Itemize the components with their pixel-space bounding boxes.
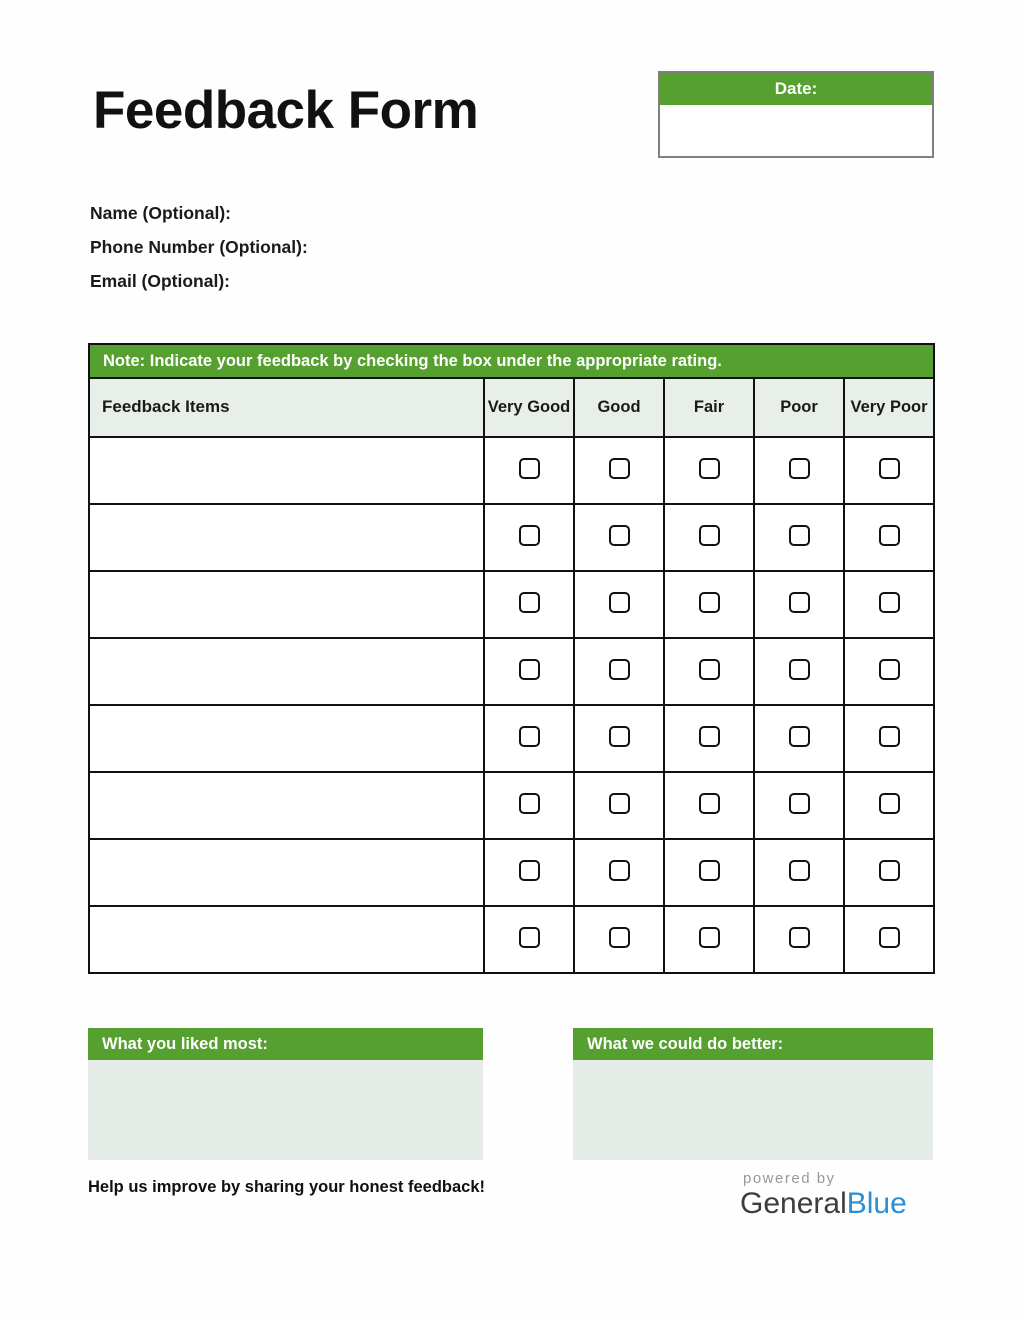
rating-checkbox[interactable] — [789, 726, 810, 747]
rating-checkbox[interactable] — [609, 860, 630, 881]
page-title: Feedback Form — [93, 81, 479, 140]
email-field-label: Email (Optional): — [90, 271, 230, 291]
rating-checkbox[interactable] — [699, 726, 720, 747]
feedback-item-cell[interactable] — [89, 504, 484, 571]
rating-checkbox[interactable] — [699, 458, 720, 479]
rating-cell — [754, 504, 844, 571]
feedback-table-body — [89, 437, 934, 973]
rating-checkbox[interactable] — [789, 793, 810, 814]
rating-cell — [664, 437, 754, 504]
rating-cell — [754, 437, 844, 504]
rating-checkbox[interactable] — [609, 458, 630, 479]
feedback-item-cell[interactable] — [89, 705, 484, 772]
rating-checkbox[interactable] — [879, 927, 900, 948]
rating-cell — [754, 772, 844, 839]
feedback-row — [89, 571, 934, 638]
rating-checkbox[interactable] — [699, 659, 720, 680]
rating-cell — [844, 571, 934, 638]
rating-cell — [844, 705, 934, 772]
rating-checkbox[interactable] — [789, 927, 810, 948]
rating-cell — [844, 906, 934, 973]
rating-cell — [574, 638, 664, 705]
feedback-row — [89, 906, 934, 973]
note-row — [89, 344, 934, 378]
rating-checkbox[interactable] — [879, 793, 900, 814]
rating-cell — [574, 437, 664, 504]
rating-cell — [484, 638, 574, 705]
date-box — [658, 71, 934, 158]
rating-checkbox[interactable] — [609, 927, 630, 948]
rating-cell — [484, 839, 574, 906]
liked-most-box — [88, 1028, 483, 1160]
rating-checkbox[interactable] — [879, 726, 900, 747]
rating-cell — [484, 705, 574, 772]
rating-cell — [664, 571, 754, 638]
brand-block — [740, 1170, 907, 1220]
brand-logo-general: General — [740, 1187, 847, 1220]
rating-checkbox[interactable] — [699, 927, 720, 948]
do-better-box — [573, 1028, 933, 1160]
rating-cell — [754, 705, 844, 772]
rating-cell — [844, 772, 934, 839]
rating-checkbox[interactable] — [519, 592, 540, 613]
rating-cell — [574, 772, 664, 839]
rating-checkbox[interactable] — [789, 860, 810, 881]
rating-cell — [754, 906, 844, 973]
rating-cell — [484, 772, 574, 839]
rating-cell — [484, 571, 574, 638]
table-header-row — [89, 378, 934, 437]
rating-cell — [484, 504, 574, 571]
feedback-item-cell[interactable] — [89, 638, 484, 705]
rating-checkbox[interactable] — [609, 659, 630, 680]
liked-most-title: What you liked most: — [88, 1028, 483, 1060]
rating-cell — [664, 705, 754, 772]
rating-checkbox[interactable] — [699, 592, 720, 613]
date-label: Date: — [660, 73, 932, 105]
rating-checkbox[interactable] — [879, 659, 900, 680]
rating-cell — [484, 437, 574, 504]
phone-field-label: Phone Number (Optional): — [90, 237, 308, 257]
rating-checkbox[interactable] — [519, 726, 540, 747]
rating-checkbox[interactable] — [789, 592, 810, 613]
date-input[interactable] — [660, 105, 932, 154]
feedback-item-cell[interactable] — [89, 906, 484, 973]
rating-column-header: Poor — [754, 378, 844, 437]
rating-cell — [754, 638, 844, 705]
rating-checkbox[interactable] — [609, 525, 630, 546]
rating-cell — [574, 504, 664, 571]
footer-note: Help us improve by sharing your honest feedback! — [88, 1178, 486, 1196]
table-note: Note: Indicate your feedback by checking the box under the appropriate rating. — [89, 344, 934, 378]
name-field-label: Name (Optional): — [90, 203, 231, 223]
rating-cell — [574, 705, 664, 772]
rating-cell — [844, 638, 934, 705]
rating-column-header: Very Good — [484, 378, 574, 437]
rating-column-header: Very Poor — [844, 378, 934, 437]
rating-cell — [664, 504, 754, 571]
rating-checkbox[interactable] — [609, 592, 630, 613]
rating-cell — [844, 504, 934, 571]
do-better-input[interactable] — [573, 1060, 933, 1160]
rating-column-header: Fair — [664, 378, 754, 437]
rating-cell — [574, 839, 664, 906]
brand-logo — [740, 1187, 907, 1220]
rating-checkbox[interactable] — [789, 458, 810, 479]
rating-cell — [664, 906, 754, 973]
feedback-row — [89, 772, 934, 839]
contact-section — [90, 196, 308, 298]
rating-checkbox[interactable] — [789, 525, 810, 546]
rating-checkbox[interactable] — [519, 458, 540, 479]
rating-cell — [664, 772, 754, 839]
feedback-item-cell[interactable] — [89, 571, 484, 638]
feedback-row — [89, 638, 934, 705]
rating-cell — [844, 839, 934, 906]
rating-cell — [574, 571, 664, 638]
rating-checkbox[interactable] — [879, 860, 900, 881]
feedback-item-cell[interactable] — [89, 437, 484, 504]
feedback-row — [89, 504, 934, 571]
rating-checkbox[interactable] — [519, 525, 540, 546]
feedback-row — [89, 437, 934, 504]
brand-logo-blue: Blue — [846, 1187, 907, 1220]
rating-column-header: Good — [574, 378, 664, 437]
rating-checkbox[interactable] — [699, 525, 720, 546]
rating-checkbox[interactable] — [519, 659, 540, 680]
rating-cell — [844, 437, 934, 504]
feedback-row — [89, 839, 934, 906]
feedback-row — [89, 705, 934, 772]
rating-checkbox[interactable] — [879, 525, 900, 546]
rating-checkbox[interactable] — [699, 793, 720, 814]
liked-most-input[interactable] — [88, 1060, 483, 1160]
do-better-title: What we could do better: — [573, 1028, 933, 1060]
rating-checkbox[interactable] — [609, 726, 630, 747]
feedback-item-cell[interactable] — [89, 772, 484, 839]
feedback-items-header: Feedback Items — [89, 378, 484, 437]
rating-checkbox[interactable] — [609, 793, 630, 814]
rating-checkbox[interactable] — [519, 793, 540, 814]
rating-cell — [574, 906, 664, 973]
rating-checkbox[interactable] — [519, 927, 540, 948]
rating-cell — [664, 638, 754, 705]
feedback-table — [88, 343, 935, 974]
rating-cell — [484, 906, 574, 973]
rating-checkbox[interactable] — [789, 659, 810, 680]
powered-by-label: powered by — [743, 1170, 836, 1187]
rating-checkbox[interactable] — [699, 860, 720, 881]
feedback-item-cell[interactable] — [89, 839, 484, 906]
rating-checkbox[interactable] — [519, 860, 540, 881]
rating-checkbox[interactable] — [879, 458, 900, 479]
rating-cell — [664, 839, 754, 906]
rating-checkbox[interactable] — [879, 592, 900, 613]
rating-cell — [754, 571, 844, 638]
rating-cell — [754, 839, 844, 906]
